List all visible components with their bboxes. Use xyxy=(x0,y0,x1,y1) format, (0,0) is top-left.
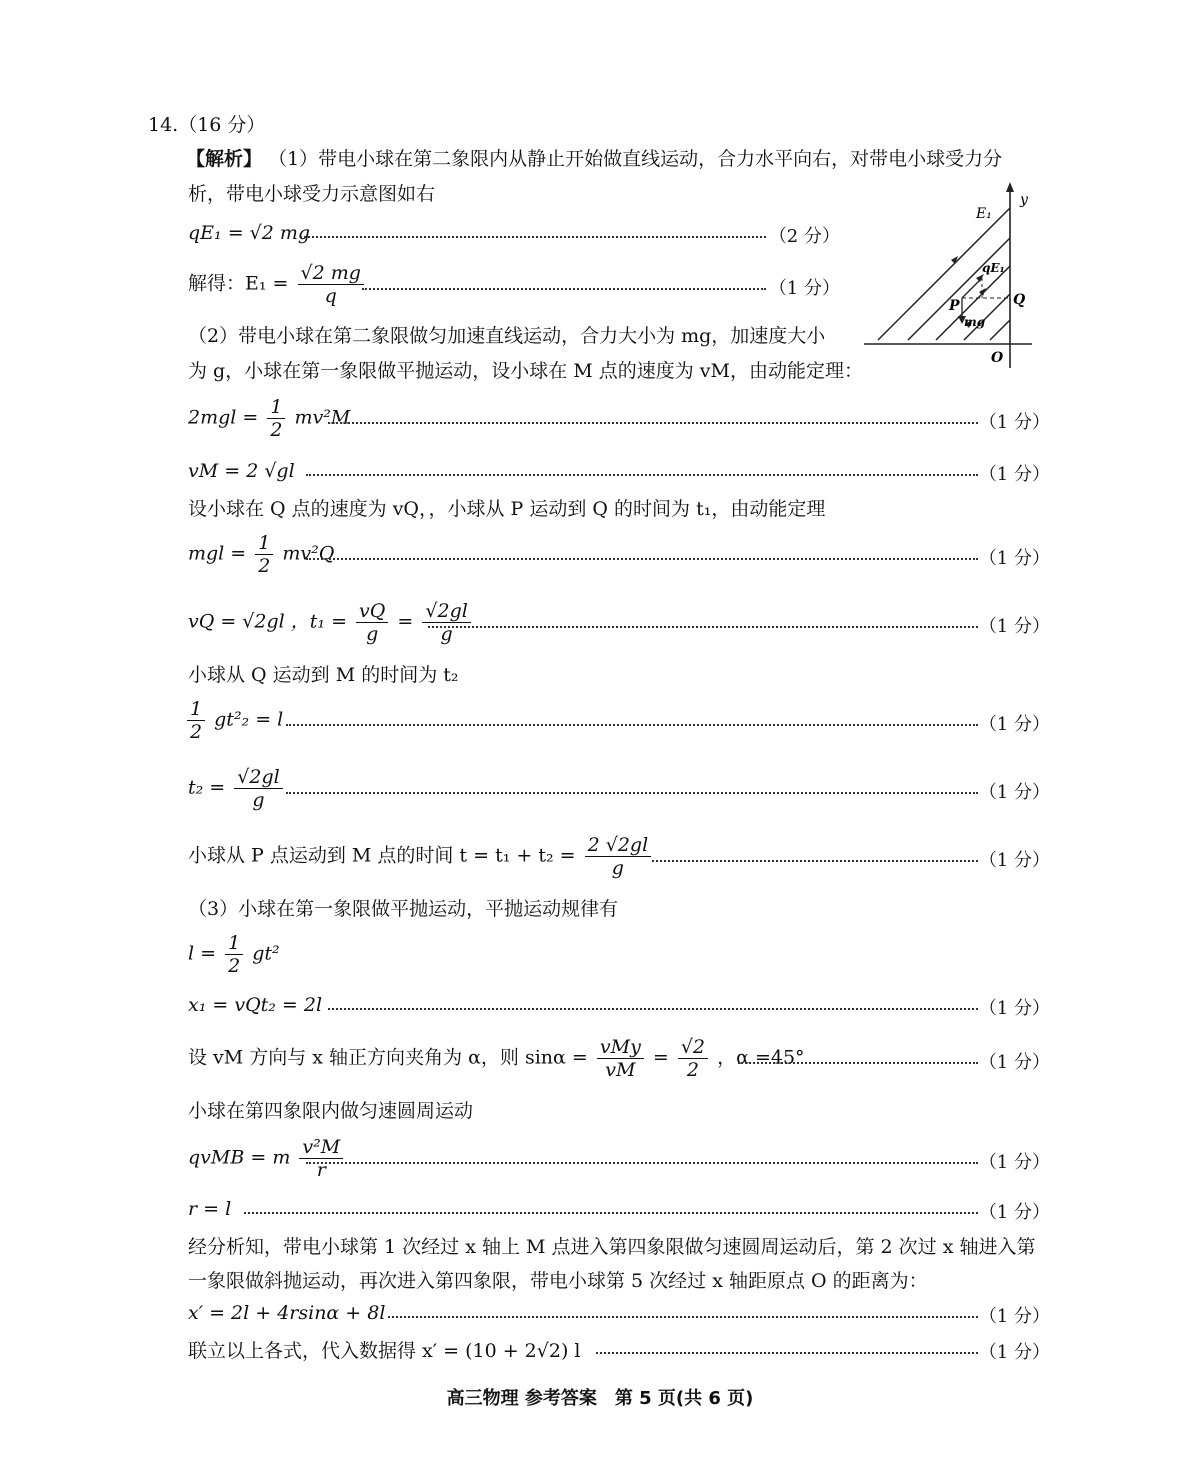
denominator: g xyxy=(440,623,453,645)
eq-left: l = xyxy=(188,942,217,965)
eq-energy-m xyxy=(188,396,350,441)
fraction xyxy=(225,932,243,977)
score: （1 分） xyxy=(978,782,1050,803)
eq-total-time xyxy=(188,834,654,879)
equals: = xyxy=(397,610,414,633)
part2-text: （2）带电小球在第二象限做匀加速直线运动，合力大小为 mg，加速度大小 xyxy=(188,325,826,347)
eq-left: qvMB = m xyxy=(188,1146,291,1169)
eq-left: mgl = xyxy=(188,542,247,565)
analysis-tag: 【解析】 xyxy=(186,148,263,170)
leader-dots xyxy=(328,1008,978,1012)
fraction xyxy=(299,1136,343,1181)
numerator: √2gl xyxy=(422,600,470,623)
eq-e1-prefix: 解得：E₁ = xyxy=(188,272,289,295)
leader-dots xyxy=(286,792,978,796)
eq-left: 2mgl = xyxy=(188,406,259,429)
text-circular: 小球在第四象限内做匀速圆周运动 xyxy=(188,1100,474,1122)
equals: = xyxy=(652,1046,669,1069)
eq-qe1: qE₁ = √2 mg xyxy=(188,222,311,244)
label-q: Q xyxy=(1013,292,1026,308)
leader-dots xyxy=(306,1162,978,1166)
denominator: g xyxy=(366,623,379,645)
fraction xyxy=(422,600,470,645)
eq-final: 联立以上各式，代入数据得 x′ = (10 + 2√2) l xyxy=(188,1340,581,1362)
label-p: P xyxy=(949,298,960,314)
text-q-point: 设小球在 Q 点的速度为 vQ，，小球从 P 运动到 Q 的时间为 t₁，由动能定理 xyxy=(188,498,826,520)
score: （1 分） xyxy=(978,1152,1050,1173)
score: （1 分） xyxy=(978,464,1050,485)
force-diagram xyxy=(860,180,1050,375)
eq-right: ，α =45° xyxy=(717,1046,805,1069)
numerator: 1 xyxy=(267,396,285,419)
score: （1 分） xyxy=(978,1202,1050,1223)
field-line xyxy=(908,238,1010,340)
leader-dots xyxy=(362,288,766,292)
eq-e1-solution xyxy=(188,262,367,307)
score: （1 分） xyxy=(978,1306,1050,1327)
score: （1 分） xyxy=(978,1052,1050,1073)
text-q-to-m: 小球从 Q 运动到 M 的时间为 t₂ xyxy=(188,664,459,686)
page-footer: 高三物理 参考答案 第 5 页(共 6 页) xyxy=(446,1388,754,1409)
score: （1 分） xyxy=(978,1342,1050,1363)
score: （1 分） xyxy=(768,278,840,299)
denominator: 2 xyxy=(686,1059,699,1081)
denominator: r xyxy=(316,1159,326,1181)
score: （1 分） xyxy=(978,548,1050,569)
eq-right: mv²M xyxy=(294,406,351,429)
numerator: vMy xyxy=(597,1036,644,1059)
eq-projectile xyxy=(188,932,280,977)
label-o: O xyxy=(991,350,1004,366)
part3-text: （3）小球在第一象限做平抛运动，平抛运动规律有 xyxy=(188,898,619,920)
denominator: 2 xyxy=(270,419,283,441)
eq-t2 xyxy=(188,766,286,811)
eq-left: t₂ = xyxy=(188,776,226,799)
field-line xyxy=(990,320,1010,340)
part2-text-cont: 为 g，小球在第一象限做平抛运动，设小球在 M 点的速度为 vM，由动能定理： xyxy=(188,360,863,382)
eq-energy-q xyxy=(188,532,334,577)
denominator: 2 xyxy=(258,555,271,577)
fraction xyxy=(234,766,282,811)
denominator: 2 xyxy=(190,721,203,743)
qe1-arrow xyxy=(976,274,984,282)
leader-dots xyxy=(300,236,766,240)
numerator: √2 mg xyxy=(298,262,364,285)
fraction xyxy=(678,1036,708,1081)
text-analysis-cont: 一象限做斜抛运动，再次进入第四象限，带电小球第 5 次经过 x 轴距原点 O 的距离为： xyxy=(188,1270,928,1292)
leader-dots xyxy=(428,626,978,630)
numerator: √2gl xyxy=(234,766,282,789)
text-analysis: 经分析知，带电小球第 1 次经过 x 轴上 M 点进入第四象限做匀速圆周运动后，第 2 次过 x 轴进入第 xyxy=(188,1236,1036,1258)
leader-dots xyxy=(596,1352,978,1356)
score: （1 分） xyxy=(978,412,1050,433)
leader-dots xyxy=(286,724,978,728)
denominator: 2 xyxy=(228,955,241,977)
part1-intro: （1）带电小球在第二象限内从静止开始做直线运动，合力水平向右，对带电小球受力分 xyxy=(268,148,1003,170)
eq-t2-motion xyxy=(184,698,283,743)
numerator: 1 xyxy=(225,932,243,955)
leader-dots xyxy=(306,474,978,478)
analysis-label xyxy=(186,146,1002,172)
eq-right: mv²Q xyxy=(282,542,335,565)
eq-vm: vM = 2 √gl xyxy=(188,460,295,482)
eq-right: gt²₂ = l xyxy=(214,708,284,731)
eq-angle xyxy=(188,1036,805,1081)
numerator: 1 xyxy=(187,698,205,721)
leader-dots xyxy=(738,1062,978,1066)
fraction xyxy=(187,698,205,743)
eq-left: 设 vM 方向与 x 轴正方向夹角为 α，则 sinα = xyxy=(188,1046,588,1069)
label-mg: mg xyxy=(964,315,986,329)
fraction xyxy=(255,532,273,577)
score: （1 分） xyxy=(978,714,1050,735)
fraction xyxy=(356,600,388,645)
denominator: g xyxy=(252,789,265,811)
numerator: 1 xyxy=(255,532,273,555)
leader-dots xyxy=(306,558,978,562)
eq-radius: r = l xyxy=(188,1198,232,1220)
eq-x1: x₁ = vQt₂ = 2l xyxy=(188,994,323,1016)
leader-dots xyxy=(244,1212,978,1216)
eq-vq-t1 xyxy=(188,600,474,645)
eq-lorentz xyxy=(188,1136,346,1181)
eq-right: gt² xyxy=(252,942,280,965)
numerator: vQ xyxy=(356,600,388,623)
denominator: q xyxy=(324,285,337,307)
score: （1 分） xyxy=(978,998,1050,1019)
score: （2 分） xyxy=(768,226,840,247)
fraction xyxy=(267,396,285,441)
leader-dots xyxy=(388,1316,978,1320)
label-e1: E₁ xyxy=(976,206,992,222)
fraction xyxy=(298,262,364,307)
denominator: g xyxy=(611,857,624,879)
fraction xyxy=(597,1036,644,1081)
denominator: vM xyxy=(605,1059,636,1081)
score: （1 分） xyxy=(978,850,1050,871)
fraction xyxy=(585,834,652,879)
problem-number: 14.（16 分） xyxy=(148,114,266,136)
eq-distance: x′ = 2l + 4rsinα + 8l xyxy=(188,1302,386,1324)
leader-dots xyxy=(328,422,978,426)
numerator: √2 xyxy=(678,1036,708,1059)
label-y: y xyxy=(1020,192,1028,208)
score: （1 分） xyxy=(978,616,1050,637)
part1-intro-cont: 析，带电小球受力示意图如右 xyxy=(188,183,436,205)
label-qe1: qE₁ xyxy=(982,261,1005,275)
numerator: 2 √2gl xyxy=(585,834,652,857)
eq-left: 小球从 P 点运动到 M 点的时间 t = t₁ + t₂ = xyxy=(188,844,576,867)
eq-left: vQ = √2gl ，t₁ = xyxy=(188,610,347,633)
y-axis-arrow xyxy=(1006,182,1014,192)
numerator: v²M xyxy=(299,1136,343,1159)
leader-dots xyxy=(652,860,978,864)
